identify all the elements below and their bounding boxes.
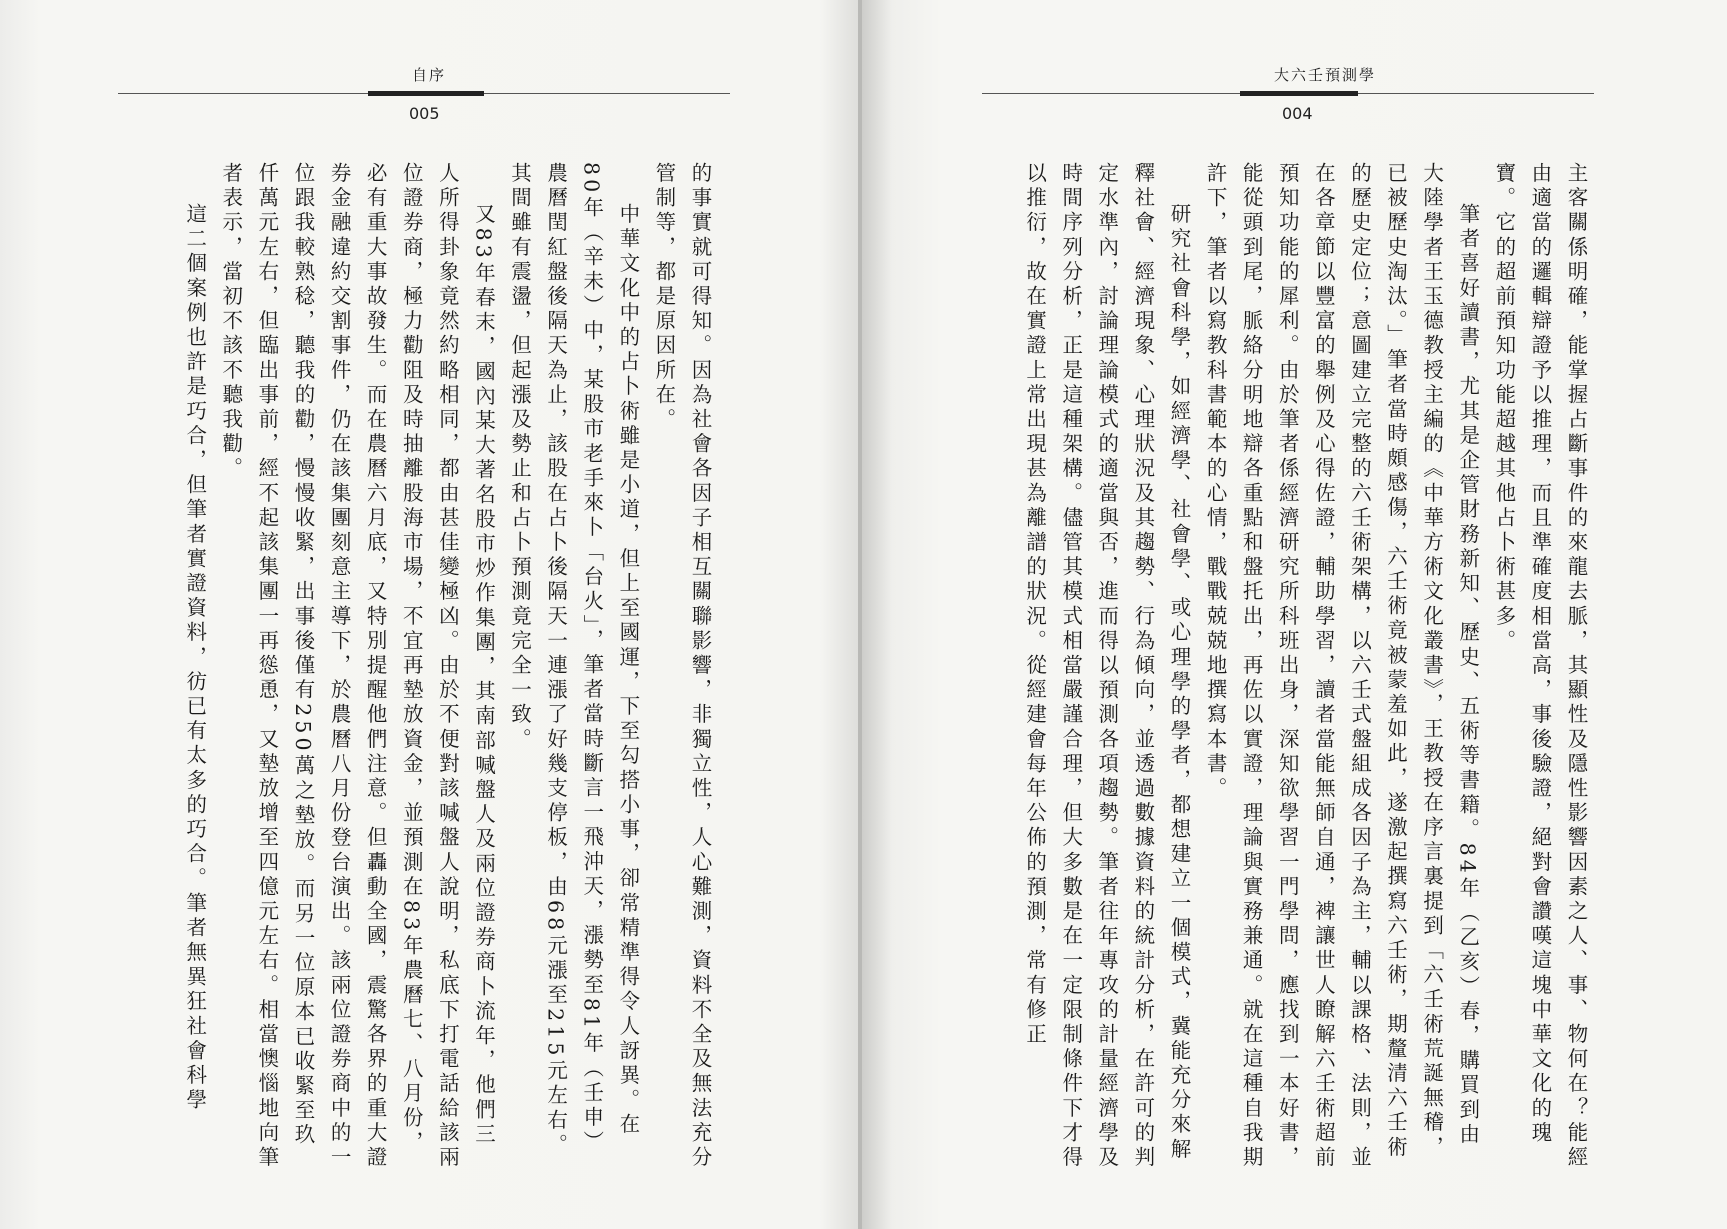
right-paragraph-3: 研究社會科學，如經濟學、社會學、或心理學的學者，都想建立一個模式，冀能充分來解釋社會、經濟現象、心理狀況及其趨勢、行為傾向，並透過數據資料的統計分析，在許可的判定水準內，討論理論模式的適當與否，進而得以預測各項趨勢。筆者往年專攻的計量經濟學及時間序列分析，正是這種架構。儘管其模式相當嚴謹合理，但大多數是在一定限制條件下才得以推衍，故在實證上常出現甚為離譜的狀況。從經建會每年公佈的預測，常有修正 bbox=[1022, 162, 1191, 1171]
right-page-header-title: 大六壬預測學 bbox=[1274, 66, 1377, 84]
right-paragraph-2: 筆者喜好讀書，尤其是企管財務新知、歷史、五術等書籍。84年（乙亥）春，購買到由大陸學者王玉德教授主編的《中華方術文化叢書》，王教授在序言裏提到「六壬術荒誕無稽，已被歷史淘汰。」筆者當時頗感傷，六壬術竟被蒙羞如此，遂激起撰寫六壬術，期釐清六壬術的歷史定位；意圖建立完整的六壬術架構，以六壬式盤組成各因子為主，輔以課格、法則，並在各章節以豐富的舉例及心得佐證，輔助學習，讀者當能無師自通，裨讓世人瞭解六壬術超前預知功能的犀利。由於筆者係經濟研究所科班出身，深知欲學習一門學問，應找到一本好書，能從頭到尾，脈絡分明地辯各重點和盤托出，再佐以實證，理論與實務兼通。就在這種自我期許下，筆者以寫教科書範本的心情，戰戰兢兢地撰寫本書。 bbox=[1203, 162, 1480, 1171]
left-page-header-title: 自序 bbox=[412, 66, 447, 84]
left-paragraph-3: 又83年春末，國內某大著名股市炒作集團，其南部喊盤人及兩位證券商卜流年，他們三人所得卦象竟然約略相同，都由甚佳變極凶。由於不便對該喊盤人說明，私底下打電話給該兩位證券商，極力勸阻及時抽離股海市場，不宜再墊放資金，並預測在83年農曆七、八月份，必有重大事故發生。而在農曆六月底，又特別提醒他們注意。但轟動全國，震驚各界的重大證券金融違約交割事件，仍在該集團刻意主導下，於農曆八月份登台演出。該兩位證券商中的一位跟我較熟稔，聽我的勸，慢慢收緊，出事後僅有250萬之墊放。而另一位原本已收緊至玖仟萬元左右，但臨出事前，經不起該集團一再慫恿，又墊放增至四億元左右。相當懊惱地向筆者表示，當初不該不聽我勸。 bbox=[218, 162, 496, 1171]
left-paragraph-4: 這二個案例也許是巧合，但筆者實證資料，彷已有太多的巧合。筆者無異狂社會科學 bbox=[182, 203, 207, 1114]
left-page-header-bar bbox=[368, 91, 484, 96]
left-page-body bbox=[158, 162, 718, 1172]
left-page-number: 005 bbox=[409, 104, 440, 123]
right-page-number: 004 bbox=[1282, 104, 1313, 123]
left-page bbox=[0, 0, 862, 1229]
right-page-header-bar bbox=[1240, 91, 1358, 96]
left-paragraph-1: 的事實就可得知。因為社會各因子相互關聯影響，非獨立性，人心難測，資料不全及無法充分管制等，都是原因所在。 bbox=[651, 162, 712, 1171]
right-page-body bbox=[1014, 162, 1594, 1172]
right-paragraph-1: 主客關係明確，能掌握占斷事件的來龍去脈，其顯性及隱性影響因素之人、事、物何在？能經由適當的邏輯辯證予以推理，而且準確度相當高，事後驗證，絕對會讚嘆這塊中華文化的瑰寶。它的超前預知功能超越其他占卜術甚多。 bbox=[1491, 162, 1588, 1171]
right-page bbox=[862, 0, 1727, 1229]
left-paragraph-2: 中華文化中的占卜術雖是小道，但上至國運，下至勾搭小事，卻常精準得令人訝異。在80年（辛未）中，某股市老手來卜「台火」，筆者當時斷言一飛沖天，漲勢至81年（壬申）農曆閏紅盤後隔天為止，該股在占卜後隔天一連漲了好幾支停板，由68元漲至215元左右。其間雖有震盪，但起漲及勢止和占卜預測竟完全一致。 bbox=[507, 162, 640, 1158]
